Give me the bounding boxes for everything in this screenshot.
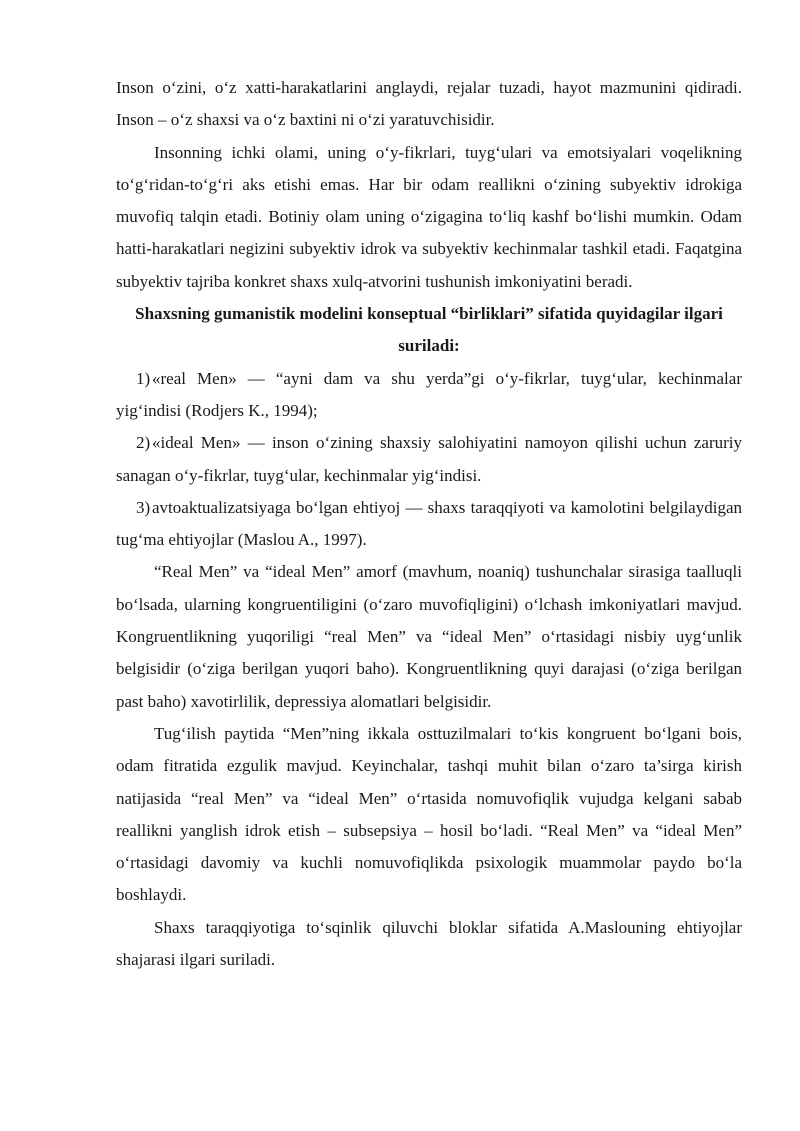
list-item: [116, 363, 742, 428]
paragraph-maslow: Shaxs taraqqiyotiga to‘sqinlik qiluvchi bloklar sifatida A.Maslouning ehtiyojlar shajarasi ilgari suriladi.: [116, 917, 742, 970]
list-item-number: 2): [136, 433, 151, 453]
list-item-text: «real Men» — “ayni dam va shu yerda”gi o‘y-fikrlar, tuyg‘ular, kechinmalar yig‘indisi (Rodjers K., 1994);: [116, 368, 742, 420]
paragraph-intro: Inson o‘zini, o‘z xatti-harakatlarini anglaydi, rejalar tuzadi, hayot mazmunini qidiradi. Inson – o‘z shaxsi va o‘z baxtini ni o‘zi yaratuvchisidir.: [116, 78, 742, 130]
list-item-text: avtoaktualizatsiyaga bo‘lgan ehtiyoj — shaxs taraqqiyoti va kamolotini belgilaydigan tug‘ma ehtiyojlar (Maslou A., 1997).: [116, 497, 742, 550]
paragraph-inner-world: Insonning ichki olami, uning o‘y-fikrlari, tuyg‘ulari va emotsiyalari voqelikning to‘g‘ridan-to‘g‘ri aks etishi emas. Har bir odam reallikni o‘zining subyektiv idrokiga muvofiq talqin etadi. Botiniy olam uning o‘zigagina to‘liq kashf bo‘lishi mumkin. Odam hatti-harakatlari negizini subyektiv idrok va subyektiv kechinmalar tashkil etadi. Faqatgina subyektiv tajriba konkret shaxs xulq-atvorini tushunish imkoniyatini beradi.: [116, 142, 742, 291]
list-item-text: «ideal Men» — inson o‘zining shaxsiy salohiyatini namoyon qilishi uchun zaruriy sanagan o‘y-fikrlar, tuyg‘ular, kechinmalar yig‘indisi.: [116, 433, 742, 485]
list-item-number: 1): [136, 368, 151, 388]
list-item: [116, 492, 742, 557]
list-item-number: 3): [136, 497, 151, 517]
list-item: [116, 427, 742, 492]
paragraph-birth: Tug‘ilish paytida “Men”ning ikkala osttuzilmalari to‘kis kongruent bo‘lgani bois, odam fitratida ezgulik mavjud. Keyinchalar, tashqi muhit bilan o‘zaro ta’sirga kirish natijasida “real Men” va “ideal Men” o‘rtasida nomuvofiqlik vujudga kelgani sabab reallikni yanglish idrok etish – subsepsiya – hosil bo‘ladi. “Real Men” va “ideal Men” o‘rtasidagi davomiy va kuchli nomuvofiqlikda psixologik muammolar paydo bo‘la boshlaydi.: [116, 723, 742, 905]
section-heading: Shaxsning gumanistik modelini konseptual “birliklari” sifatida quyidagilar ilgari suriladi:: [135, 304, 723, 356]
document-page: [116, 72, 742, 976]
paragraph-congruence: “Real Men” va “ideal Men” amorf (mavhum, noaniq) tushunchalar sirasiga taalluqli bo‘lsada, ularning kongruentiligini (o‘zaro muvofiqligini) o‘lchash imkoniyatlari mavjud. Kongruentlikning yuqoriligi “real Men” va “ideal Men” o‘rtasidagi nisbiy uyg‘unlik belgisidir (o‘ziga berilgan yuqori baho). Kongruentlikning quyi darajasi (o‘ziga berilgan past baho) xavotirlilik, depressiya alomatlari belgisidir.: [116, 562, 742, 711]
